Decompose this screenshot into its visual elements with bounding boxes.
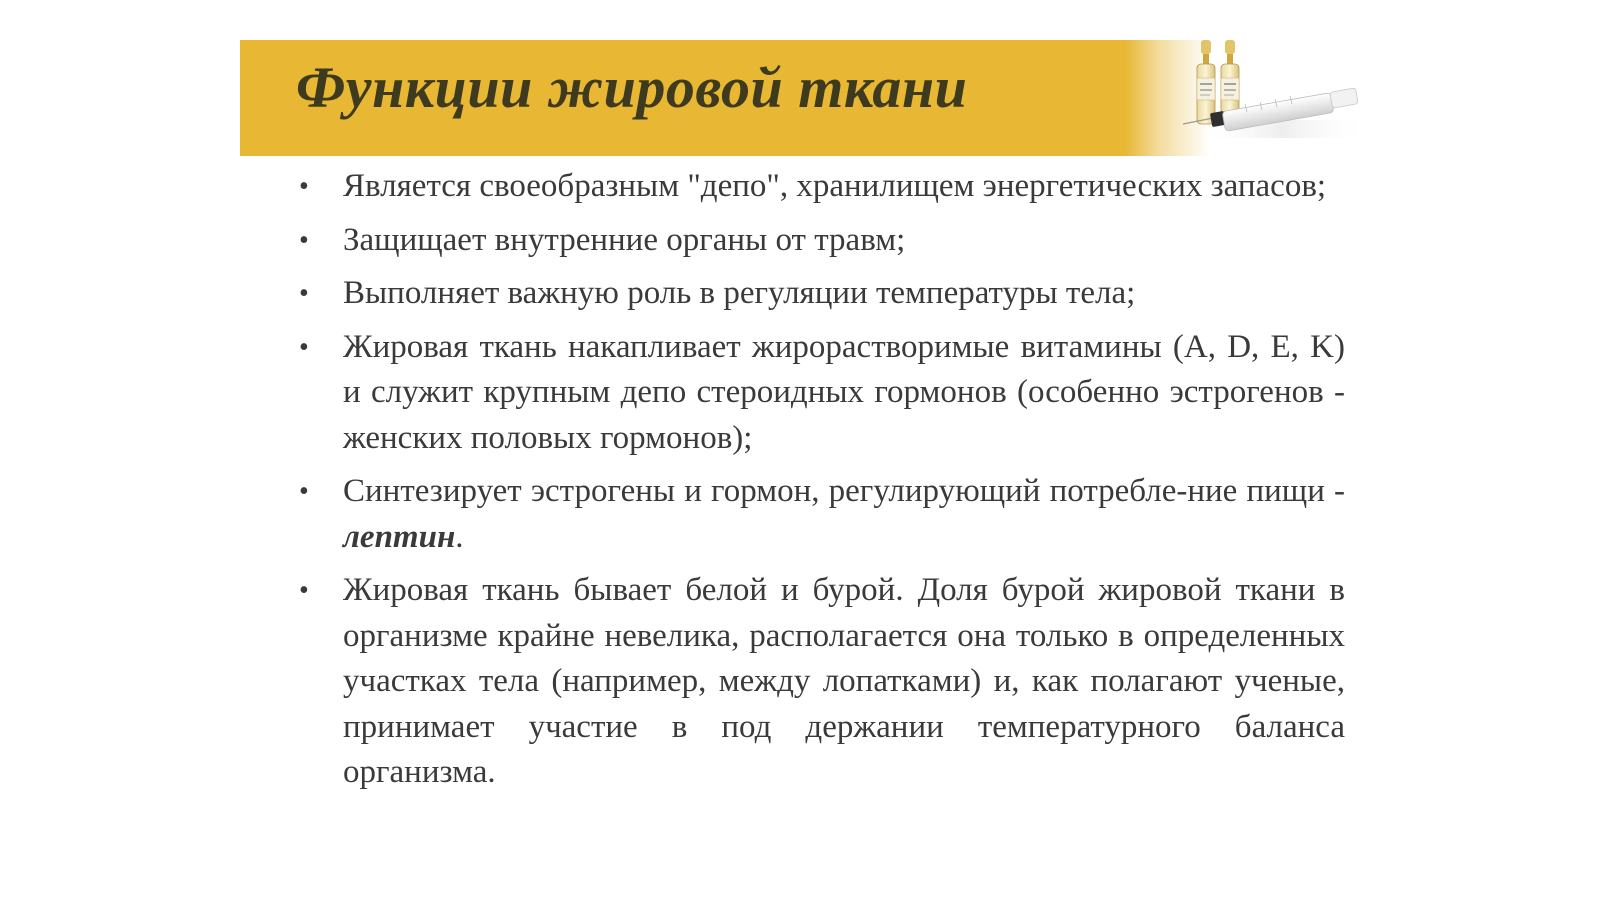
bullet-marker: • bbox=[299, 476, 309, 507]
bullet-item-vitamins-hormones bbox=[295, 325, 1345, 462]
bullet-marker: • bbox=[299, 278, 309, 309]
bullet-marker: • bbox=[299, 224, 309, 256]
bullet-text: Является своеобразным "депо", хранилищем энергетических запасов; bbox=[343, 168, 1327, 204]
bullet-text: Выполняет важную роль в регуляции температуры тела; bbox=[343, 275, 1136, 311]
bullet-text: Жировая ткань бывает белой и бурой. Доля бурой жировой ткани в организме крайне невелика, располагается она только в определенных участках тела (например, между лопатками) и, как полагают ученые, принимает участие в под держании температурного баланса организма. bbox=[343, 572, 1345, 790]
bullet-marker: • bbox=[299, 331, 309, 363]
bullet-text: Жировая ткань накапливает жирорастворимые витамины (А, D, E, K) и служит крупным депо стероидных гормонов (особенно эстрогенов - женских половых гормонов); bbox=[343, 328, 1345, 456]
bullet-item-organ-protection bbox=[295, 218, 1345, 264]
bullet-item-white-brown-fat bbox=[295, 568, 1345, 796]
bullet-text: Защищает внутренние органы от травм; bbox=[343, 221, 906, 258]
bullet-item-thermoregulation bbox=[295, 271, 1345, 317]
ampoules-syringe-illustration bbox=[1175, 38, 1375, 148]
bullet-item-leptin bbox=[295, 469, 1345, 560]
bullet-marker: • bbox=[299, 171, 309, 202]
leptin-term: лептин bbox=[343, 518, 456, 555]
bullet-text-before: Синтезирует эстрогены и гормон, регулирующий потребле-ние пищи - bbox=[343, 473, 1345, 509]
bullet-marker: • bbox=[299, 575, 309, 606]
slide-title: Функции жировой ткани bbox=[296, 55, 968, 120]
bullet-item-energy-depot bbox=[295, 164, 1345, 210]
bullet-list bbox=[295, 164, 1345, 804]
ampoule-1-icon bbox=[1197, 40, 1215, 124]
bullet-text-after: . bbox=[455, 518, 464, 555]
